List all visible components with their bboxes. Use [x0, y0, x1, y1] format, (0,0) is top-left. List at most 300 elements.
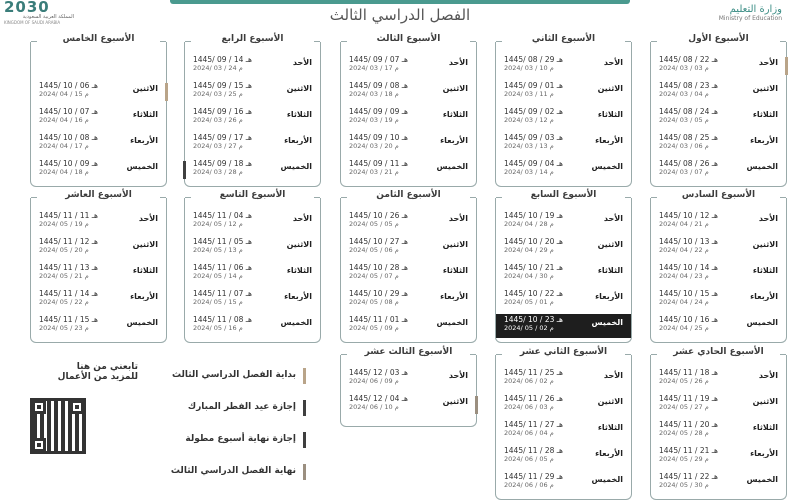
date-block: [659, 289, 739, 306]
day-row: [496, 445, 631, 469]
hijri-date: 1445/ 11 / 13 هـ: [39, 263, 98, 272]
day-row: [185, 210, 320, 234]
gregorian-date: 2024/ 04 / 22 م: [659, 246, 709, 254]
gregorian-date: 2024/ 05 / 23 م: [39, 324, 89, 332]
gregorian-date: 2024/ 04 / 24 م: [659, 298, 709, 306]
gregorian-date: 2024/ 05 / 26 م: [659, 377, 709, 385]
gregorian-date: 2024/ 05 / 01 م: [504, 298, 554, 306]
gregorian-date: 2024/ 05 / 07 م: [349, 272, 399, 280]
day-row: [651, 106, 786, 130]
gregorian-date: 2024/ 05 / 28 م: [659, 429, 709, 437]
date-block: [659, 81, 739, 98]
date-block: [349, 159, 429, 176]
week-card: [495, 34, 632, 187]
week-card: [340, 347, 477, 427]
day-name: الخميس: [746, 475, 778, 484]
hijri-date: 1445/ 11 / 15 هـ: [39, 315, 98, 324]
date-block: [659, 263, 739, 280]
gregorian-date: 2024/ 03 / 14 م: [504, 168, 554, 176]
date-block: [504, 55, 584, 72]
day-name: الاثنين: [752, 240, 778, 249]
day-name: الخميس: [591, 475, 623, 484]
legend-item: [150, 458, 310, 490]
day-row: [651, 80, 786, 104]
day-name: الثلاثاء: [597, 266, 623, 275]
hijri-date: 1445/ 09 / 02 هـ: [504, 107, 563, 116]
day-row: [496, 236, 631, 260]
gregorian-date: 2024/ 03 / 05 م: [659, 116, 709, 124]
day-row: [496, 471, 631, 495]
legend: [150, 362, 310, 490]
day-name: الاثنين: [286, 84, 312, 93]
hijri-date: 1445/ 09 / 01 هـ: [504, 81, 563, 90]
day-name: الأربعاء: [750, 136, 778, 145]
date-block: [349, 237, 429, 254]
week-card: [30, 34, 167, 187]
week-card: [340, 190, 477, 343]
hijri-date: 1445/ 09 / 14 هـ: [193, 55, 252, 64]
day-name: الأربعاء: [130, 292, 158, 301]
date-block: [659, 159, 739, 176]
date-block: [504, 133, 584, 150]
date-block: [39, 315, 119, 332]
legend-color-bar: [303, 368, 306, 384]
date-block: [659, 394, 739, 411]
day-row: [341, 236, 476, 260]
gregorian-date: 2024/ 05 / 09 م: [349, 324, 399, 332]
follow-line-2: للمزيد من الأعمال: [57, 372, 138, 382]
date-block: [193, 55, 273, 72]
follow-section: [28, 362, 138, 382]
gregorian-date: 2024/ 05 / 08 م: [349, 298, 399, 306]
hijri-date: 1445/ 10 / 15 هـ: [659, 289, 718, 298]
day-row: [185, 158, 320, 182]
day-name: الاثنين: [442, 240, 468, 249]
week-title: الأسبوع السابع: [502, 190, 625, 205]
date-block: [504, 472, 584, 489]
hijri-date: 1445/ 09 / 15 هـ: [193, 81, 252, 90]
gregorian-date: 2024/ 05 / 19 م: [39, 220, 89, 228]
legend-item: [150, 362, 310, 394]
day-name: الأربعاء: [750, 449, 778, 458]
day-name: الأربعاء: [595, 449, 623, 458]
hijri-date: 1445/ 08 / 22 هـ: [659, 55, 718, 64]
day-name: الاثنين: [597, 397, 623, 406]
gregorian-date: 2024/ 04 / 28 م: [504, 220, 554, 228]
hijri-date: 1445/ 08 / 25 هـ: [659, 133, 718, 142]
day-row: [341, 210, 476, 234]
day-row: [31, 236, 166, 260]
date-block: [193, 133, 273, 150]
day-name: الأحد: [603, 58, 623, 67]
day-row: [651, 210, 786, 234]
date-block: [504, 211, 584, 228]
gregorian-date: 2024/ 04 / 25 م: [659, 324, 709, 332]
gregorian-date: 2024/ 06 / 10 م: [349, 403, 399, 411]
day-row: [651, 471, 786, 495]
day-row: [341, 262, 476, 286]
week-card: [650, 347, 787, 500]
date-block: [349, 394, 429, 411]
date-block: [349, 368, 429, 385]
day-row: [651, 158, 786, 182]
hijri-date: 1445/ 11 / 21 هـ: [659, 446, 718, 455]
day-row: [185, 262, 320, 286]
day-row: [341, 158, 476, 182]
gregorian-date: 2024/ 04 / 17 م: [39, 142, 89, 150]
hijri-date: 1445/ 11 / 04 هـ: [193, 211, 252, 220]
day-row: [31, 288, 166, 312]
date-block: [39, 263, 119, 280]
gregorian-date: 2024/ 03 / 11 م: [504, 90, 554, 98]
legend-item: [150, 426, 310, 458]
date-block: [504, 420, 584, 437]
day-row: [496, 393, 631, 417]
gregorian-date: 2024/ 04 / 16 م: [39, 116, 89, 124]
day-row: [31, 262, 166, 286]
gregorian-date: 2024/ 05 / 21 م: [39, 272, 89, 280]
gregorian-date: 2024/ 04 / 15 م: [39, 90, 89, 98]
day-row: [185, 288, 320, 312]
date-block: [193, 263, 273, 280]
hijri-date: 1445/ 10 / 29 هـ: [349, 289, 408, 298]
date-block: [659, 107, 739, 124]
date-block: [193, 107, 273, 124]
day-name: الأربعاء: [130, 136, 158, 145]
day-name: الثلاثاء: [442, 266, 468, 275]
week-card: [495, 347, 632, 500]
date-block: [659, 420, 739, 437]
hijri-date: 1445/ 11 / 06 هـ: [193, 263, 252, 272]
date-block: [504, 446, 584, 463]
day-row: [651, 54, 786, 78]
day-row: [341, 367, 476, 391]
day-name: الأربعاء: [595, 136, 623, 145]
date-block: [504, 107, 584, 124]
legend-color-bar: [303, 432, 306, 448]
day-name: الاثنين: [597, 240, 623, 249]
day-row: [496, 210, 631, 234]
gregorian-date: 2024/ 05 / 15 م: [193, 298, 243, 306]
vision-logo: [4, 0, 74, 25]
week-card: [184, 190, 321, 343]
vision-number: 2030: [4, 0, 50, 16]
day-row: [651, 393, 786, 417]
gregorian-date: 2024/ 04 / 18 م: [39, 168, 89, 176]
day-name: الأحد: [758, 58, 778, 67]
hijri-date: 1445/ 10 / 12 هـ: [659, 211, 718, 220]
date-block: [39, 289, 119, 306]
day-row: [651, 314, 786, 338]
gregorian-date: 2024/ 05 / 22 م: [39, 298, 89, 306]
day-row: [496, 262, 631, 286]
day-row: [185, 54, 320, 78]
gregorian-date: 2024/ 06 / 02 م: [504, 377, 554, 385]
follow-line-1: تابعني من هنا: [76, 362, 138, 372]
gregorian-date: 2024/ 03 / 17 م: [349, 64, 399, 72]
day-row: [496, 367, 631, 391]
day-name: الثلاثاء: [286, 110, 312, 119]
hijri-date: 1445/ 11 / 08 هـ: [193, 315, 252, 324]
hijri-date: 1445/ 09 / 04 هـ: [504, 159, 563, 168]
day-name: الاثنين: [442, 397, 468, 406]
gregorian-date: 2024/ 03 / 20 م: [349, 142, 399, 150]
hijri-date: 1445/ 10 / 16 هـ: [659, 315, 718, 324]
vision-text-en: KINGDOM OF SAUDI ARABIA: [4, 20, 61, 25]
day-name: الأربعاء: [750, 292, 778, 301]
day-name: الخميس: [746, 162, 778, 171]
hijri-date: 1445/ 10 / 23 هـ: [504, 315, 563, 324]
gregorian-date: 2024/ 06 / 06 م: [504, 481, 554, 489]
day-name: الثلاثاء: [752, 423, 778, 432]
hijri-date: 1445/ 09 / 10 هـ: [349, 133, 408, 142]
gregorian-date: 2024/ 03 / 27 م: [193, 142, 243, 150]
hijri-date: 1445/ 11 / 14 هـ: [39, 289, 98, 298]
gregorian-date: 2024/ 03 / 06 م: [659, 142, 709, 150]
day-name: الاثنين: [752, 397, 778, 406]
day-name: الأحد: [292, 214, 312, 223]
date-block: [504, 315, 584, 332]
day-row: [651, 367, 786, 391]
date-block: [349, 81, 429, 98]
hijri-date: 1445/ 10 / 19 هـ: [504, 211, 563, 220]
day-row: [31, 158, 166, 182]
gregorian-date: 2024/ 05 / 16 م: [193, 324, 243, 332]
gregorian-date: 2024/ 05 / 05 م: [349, 220, 399, 228]
hijri-date: 1445/ 08 / 23 هـ: [659, 81, 718, 90]
gregorian-date: 2024/ 05 / 12 م: [193, 220, 243, 228]
day-row: [651, 262, 786, 286]
day-row: [185, 314, 320, 338]
week-title: الأسبوع الحادي عشر: [657, 347, 780, 362]
gregorian-date: 2024/ 03 / 24 م: [193, 64, 243, 72]
event-marker: [165, 83, 168, 101]
hijri-date: 1445/ 11 / 29 هـ: [504, 472, 563, 481]
hijri-date: 1445/ 08 / 26 هـ: [659, 159, 718, 168]
gregorian-date: 2024/ 05 / 02 م: [504, 324, 554, 332]
date-block: [39, 211, 119, 228]
day-name: الاثنين: [132, 84, 158, 93]
hijri-date: 1445/ 11 / 19 هـ: [659, 394, 718, 403]
hijri-date: 1445/ 08 / 29 هـ: [504, 55, 563, 64]
date-block: [504, 81, 584, 98]
day-row: [341, 54, 476, 78]
gregorian-date: 2024/ 03 / 18 م: [349, 90, 399, 98]
gregorian-date: 2024/ 05 / 13 م: [193, 246, 243, 254]
ministry-logo: [687, 4, 782, 22]
day-row: [341, 80, 476, 104]
day-row: [31, 106, 166, 130]
event-marker: [183, 161, 186, 179]
gregorian-date: 2024/ 03 / 04 م: [659, 90, 709, 98]
date-block: [193, 237, 273, 254]
date-block: [349, 133, 429, 150]
week-card: [495, 190, 632, 343]
ministry-name-en: Ministry of Education: [718, 15, 782, 22]
hijri-date: 1445/ 10 / 28 هـ: [349, 263, 408, 272]
date-block: [193, 289, 273, 306]
date-block: [349, 263, 429, 280]
day-row: [341, 393, 476, 417]
week-card: [650, 34, 787, 187]
event-marker: [785, 57, 788, 75]
gregorian-date: 2024/ 06 / 03 م: [504, 403, 554, 411]
day-row: [31, 132, 166, 156]
hijri-date: 1445/ 11 / 01 هـ: [349, 315, 408, 324]
hijri-date: 1445/ 09 / 18 هـ: [193, 159, 252, 168]
hijri-date: 1445/ 10 / 09 هـ: [39, 159, 98, 168]
gregorian-date: 2024/ 06 / 05 م: [504, 455, 554, 463]
day-name: الثلاثاء: [597, 110, 623, 119]
hijri-date: 1445/ 10 / 14 هـ: [659, 263, 718, 272]
week-title: الأسبوع الثالث: [347, 34, 470, 49]
day-name: الثلاثاء: [597, 423, 623, 432]
gregorian-date: 2024/ 05 / 06 م: [349, 246, 399, 254]
date-block: [193, 159, 273, 176]
day-name: الخميس: [126, 162, 158, 171]
date-block: [349, 315, 429, 332]
gregorian-date: 2024/ 05 / 29 م: [659, 455, 709, 463]
legend-label: إجازة نهاية أسبوع مطولة: [185, 434, 296, 444]
gregorian-date: 2024/ 03 / 13 م: [504, 142, 554, 150]
week-title: الأسبوع الخامس: [37, 34, 160, 49]
date-block: [659, 133, 739, 150]
hijri-date: 1445/ 10 / 08 هـ: [39, 133, 98, 142]
day-name: الخميس: [591, 162, 623, 171]
day-row: [31, 54, 166, 78]
date-block: [504, 368, 584, 385]
date-block: [504, 263, 584, 280]
date-block: [659, 472, 739, 489]
legend-label: نهاية الفصل الدراسي الثالث: [170, 466, 296, 476]
qr-code[interactable]: [30, 398, 86, 454]
hijri-date: 1445/ 09 / 11 هـ: [349, 159, 408, 168]
week-card: [30, 190, 167, 343]
date-block: [39, 237, 119, 254]
date-block: [504, 289, 584, 306]
gregorian-date: 2024/ 03 / 10 م: [504, 64, 554, 72]
week-title: الأسبوع الثامن: [347, 190, 470, 205]
gregorian-date: 2024/ 04 / 30 م: [504, 272, 554, 280]
day-name: الثلاثاء: [752, 266, 778, 275]
top-accent-bar: [170, 0, 630, 4]
date-block: [659, 211, 739, 228]
hijri-date: 1445/ 11 / 20 هـ: [659, 420, 718, 429]
legend-color-bar: [303, 464, 306, 480]
day-name: الأحد: [758, 371, 778, 380]
gregorian-date: 2024/ 05 / 30 م: [659, 481, 709, 489]
day-name: الأربعاء: [595, 292, 623, 301]
hijri-date: 1445/ 10 / 26 هـ: [349, 211, 408, 220]
hijri-date: 1445/ 10 / 21 هـ: [504, 263, 563, 272]
day-name: الأربعاء: [440, 292, 468, 301]
day-name: الأحد: [448, 58, 468, 67]
gregorian-date: 2024/ 03 / 26 م: [193, 116, 243, 124]
date-block: [659, 55, 739, 72]
date-block: [349, 289, 429, 306]
week-title: الأسبوع الثالث عشر: [347, 347, 470, 362]
date-block: [39, 159, 119, 176]
day-name: الأحد: [292, 58, 312, 67]
day-name: الأربعاء: [284, 292, 312, 301]
date-block: [349, 107, 429, 124]
hijri-date: 1445/ 11 / 25 هـ: [504, 368, 563, 377]
hijri-date: 1445/ 11 / 28 هـ: [504, 446, 563, 455]
gregorian-date: 2024/ 03 / 19 م: [349, 116, 399, 124]
legend-label: إجازة عيد الفطر المبارك: [187, 402, 296, 412]
day-row: [496, 132, 631, 156]
day-name: الاثنين: [597, 84, 623, 93]
gregorian-date: 2024/ 03 / 03 م: [659, 64, 709, 72]
hijri-date: 1445/ 10 / 20 هـ: [504, 237, 563, 246]
page-title: الفصل الدراسي الثالث: [329, 6, 471, 24]
hijri-date: 1445/ 09 / 07 هـ: [349, 55, 408, 64]
hijri-date: 1445/ 11 / 27 هـ: [504, 420, 563, 429]
hijri-date: 1445/ 11 / 12 هـ: [39, 237, 98, 246]
day-name: الخميس: [280, 318, 312, 327]
hijri-date: 1445/ 10 / 22 هـ: [504, 289, 563, 298]
week-card: [340, 34, 477, 187]
day-row: [496, 106, 631, 130]
day-name: الخميس: [126, 318, 158, 327]
week-title: الأسبوع الثاني عشر: [502, 347, 625, 362]
week-title: الأسبوع التاسع: [191, 190, 314, 205]
date-block: [39, 81, 119, 98]
day-name: الخميس: [436, 318, 468, 327]
week-title: الأسبوع السادس: [657, 190, 780, 205]
date-block: [659, 368, 739, 385]
vision-text-ar: المملكة العربية السعودية: [22, 14, 74, 20]
gregorian-date: 2024/ 03 / 07 م: [659, 168, 709, 176]
date-block: [39, 107, 119, 124]
gregorian-date: 2024/ 03 / 28 م: [193, 168, 243, 176]
gregorian-date: 2024/ 05 / 27 م: [659, 403, 709, 411]
day-row: [31, 80, 166, 104]
week-title: الأسبوع الأول: [657, 34, 780, 49]
day-name: الاثنين: [286, 240, 312, 249]
day-row: [185, 106, 320, 130]
hijri-date: 1445/ 11 / 22 هـ: [659, 472, 718, 481]
hijri-date: 1445/ 11 / 11 هـ: [39, 211, 98, 220]
week-title: الأسبوع الثاني: [502, 34, 625, 49]
legend-color-bar: [303, 400, 306, 416]
day-row: [185, 80, 320, 104]
day-row: [651, 236, 786, 260]
day-name: الخميس: [280, 162, 312, 171]
day-row: [496, 80, 631, 104]
gregorian-date: 2024/ 04 / 23 م: [659, 272, 709, 280]
gregorian-date: 2024/ 04 / 21 م: [659, 220, 709, 228]
day-row: [341, 314, 476, 338]
hijri-date: 1445/ 10 / 07 هـ: [39, 107, 98, 116]
hijri-date: 1445/ 09 / 17 هـ: [193, 133, 252, 142]
gregorian-date: 2024/ 03 / 12 م: [504, 116, 554, 124]
day-row: [496, 158, 631, 182]
date-block: [504, 237, 584, 254]
hijri-date: 1445/ 09 / 08 هـ: [349, 81, 408, 90]
day-row: [651, 419, 786, 443]
day-name: الخميس: [436, 162, 468, 171]
day-name: الأحد: [448, 214, 468, 223]
hijri-date: 1445/ 11 / 18 هـ: [659, 368, 718, 377]
day-row: [651, 132, 786, 156]
day-name: الاثنين: [752, 84, 778, 93]
day-row: [31, 210, 166, 234]
hijri-date: 1445/ 12 / 03 هـ: [349, 368, 408, 377]
hijri-date: 1445/ 09 / 16 هـ: [193, 107, 252, 116]
gregorian-date: 2024/ 06 / 04 م: [504, 429, 554, 437]
legend-item: [150, 394, 310, 426]
